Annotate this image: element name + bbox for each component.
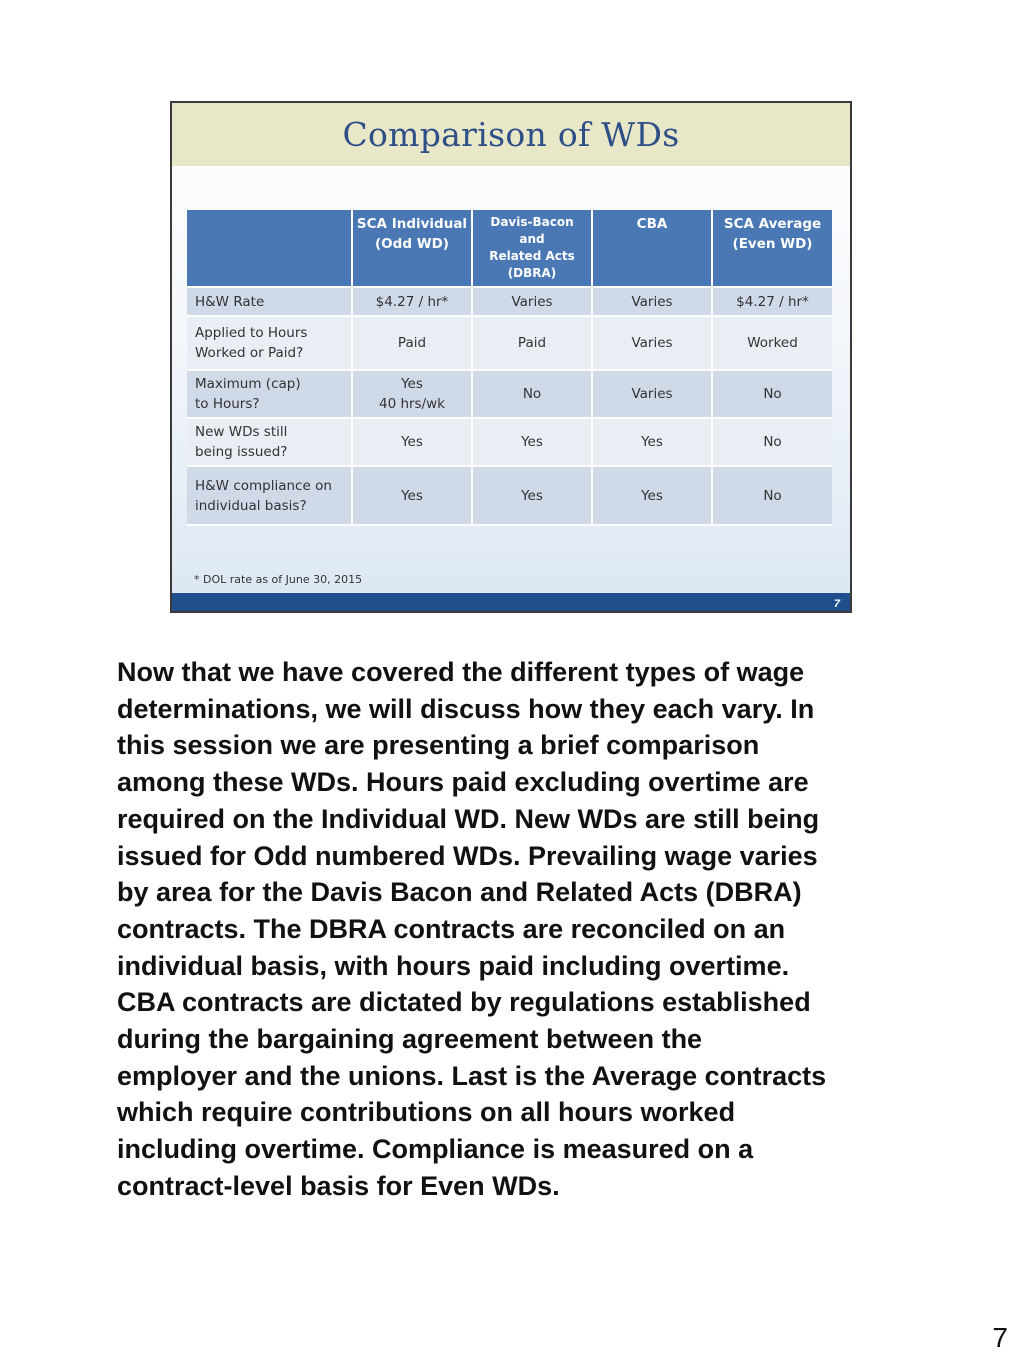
row-label bbox=[187, 466, 352, 525]
header-line: (Even WD) bbox=[732, 236, 813, 252]
table-row bbox=[187, 316, 832, 370]
table-cell bbox=[592, 466, 712, 525]
table-cell bbox=[712, 466, 832, 525]
cell-text: Yes bbox=[641, 487, 663, 504]
header-cba bbox=[592, 210, 712, 287]
table-cell bbox=[592, 370, 712, 418]
cell-text: Worked bbox=[747, 335, 798, 351]
cell-text: Varies bbox=[631, 386, 673, 402]
comparison-table bbox=[187, 210, 832, 526]
header-sca-individual bbox=[352, 210, 472, 287]
cell-text: Yes bbox=[641, 434, 663, 450]
table-cell bbox=[592, 316, 712, 370]
cell-text: No bbox=[763, 386, 782, 402]
table-cell bbox=[472, 418, 592, 466]
table-cell bbox=[472, 287, 592, 316]
row-label bbox=[187, 418, 352, 466]
table-cell bbox=[592, 287, 712, 316]
cell-text: Applied to Hours bbox=[195, 325, 308, 341]
cell-text: Maximum (cap) bbox=[195, 376, 301, 392]
table-body bbox=[187, 287, 832, 525]
table-cell bbox=[352, 287, 472, 316]
cell-text: No bbox=[763, 487, 782, 504]
cell-text: Worked or Paid? bbox=[195, 345, 304, 361]
row-label bbox=[187, 370, 352, 418]
header-line: Related Acts bbox=[489, 249, 575, 263]
page-number: 7 bbox=[992, 1322, 1008, 1353]
header-dbra bbox=[472, 210, 592, 287]
table-cell bbox=[472, 466, 592, 525]
table-cell bbox=[352, 466, 472, 525]
header-corner bbox=[187, 210, 352, 287]
table-cell bbox=[592, 418, 712, 466]
slide-footer-bar bbox=[172, 593, 850, 611]
table-cell bbox=[712, 418, 832, 466]
cell-text: being issued? bbox=[195, 444, 288, 460]
cell-text: Varies bbox=[511, 293, 553, 310]
cell-text: to Hours? bbox=[195, 396, 260, 412]
table-cell bbox=[352, 418, 472, 466]
table-cell bbox=[472, 316, 592, 370]
slide-footnote: * DOL rate as of June 30, 2015 bbox=[194, 573, 363, 586]
cell-text: $4.27 / hr* bbox=[736, 293, 809, 310]
slide-title: Comparison of WDs bbox=[342, 115, 680, 154]
header-line: SCA Average bbox=[723, 216, 822, 232]
cell-text: Yes bbox=[401, 376, 423, 392]
cell-text: Paid bbox=[517, 335, 547, 351]
table-cell bbox=[712, 316, 832, 370]
speaker-notes: Now that we have covered the different types of wage determinations, we will discuss how they each vary. In this session we are presenting a brief comparison among these WDs. Hours paid excluding overtime are required on the Individual WD. New WDs are still being issued for Odd numbered WDs. Prevailing wage varies by area for the Davis Bacon and Related Acts (DBRA) contracts. The DBRA contracts are reconciled on an individual basis, with hours paid including overtime. CBA contracts are dictated by regulations established during the bargaining agreement between the employer and the unions. Last is the Average contracts which require contributions on all hours worked including overtime. Compliance is measured on a contract-level basis for Even WDs. bbox=[117, 657, 827, 1201]
header-line: Davis-Bacon and bbox=[490, 215, 574, 246]
cell-text: Varies bbox=[631, 335, 673, 351]
cell-text: Paid bbox=[397, 335, 427, 351]
cell-text: Yes bbox=[521, 487, 543, 504]
table-cell bbox=[352, 370, 472, 418]
header-sca-average bbox=[712, 210, 832, 287]
table-row bbox=[187, 418, 832, 466]
table-cell bbox=[472, 370, 592, 418]
table-row bbox=[187, 466, 832, 525]
cell-text: Yes bbox=[521, 434, 543, 450]
header-line: CBA bbox=[636, 216, 668, 232]
row-label bbox=[187, 287, 352, 316]
cell-text: New WDs still bbox=[195, 424, 288, 440]
row-label bbox=[187, 316, 352, 370]
header-line: SCA Individual bbox=[356, 216, 468, 232]
header-line: (DBRA) bbox=[507, 266, 557, 280]
cell-text: 40 hrs/wk bbox=[378, 396, 446, 412]
table-cell bbox=[712, 370, 832, 418]
cell-text: $4.27 / hr* bbox=[375, 293, 449, 310]
table-header-row bbox=[187, 210, 832, 287]
cell-text: Yes bbox=[401, 487, 423, 504]
slide-number: 7 bbox=[833, 598, 840, 610]
slide-image bbox=[170, 101, 852, 613]
cell-text: individual basis? bbox=[195, 497, 307, 514]
cell-text: Varies bbox=[631, 293, 673, 310]
cell-text: Yes bbox=[401, 434, 423, 450]
table-row bbox=[187, 287, 832, 316]
cell-text: H&W Rate bbox=[195, 293, 265, 310]
header-line: (Odd WD) bbox=[375, 236, 449, 252]
cell-text: No bbox=[522, 386, 542, 402]
table-cell bbox=[352, 316, 472, 370]
table-row bbox=[187, 370, 832, 418]
table-cell bbox=[712, 287, 832, 316]
cell-text: No bbox=[763, 434, 782, 450]
cell-text: H&W compliance on bbox=[195, 477, 332, 494]
